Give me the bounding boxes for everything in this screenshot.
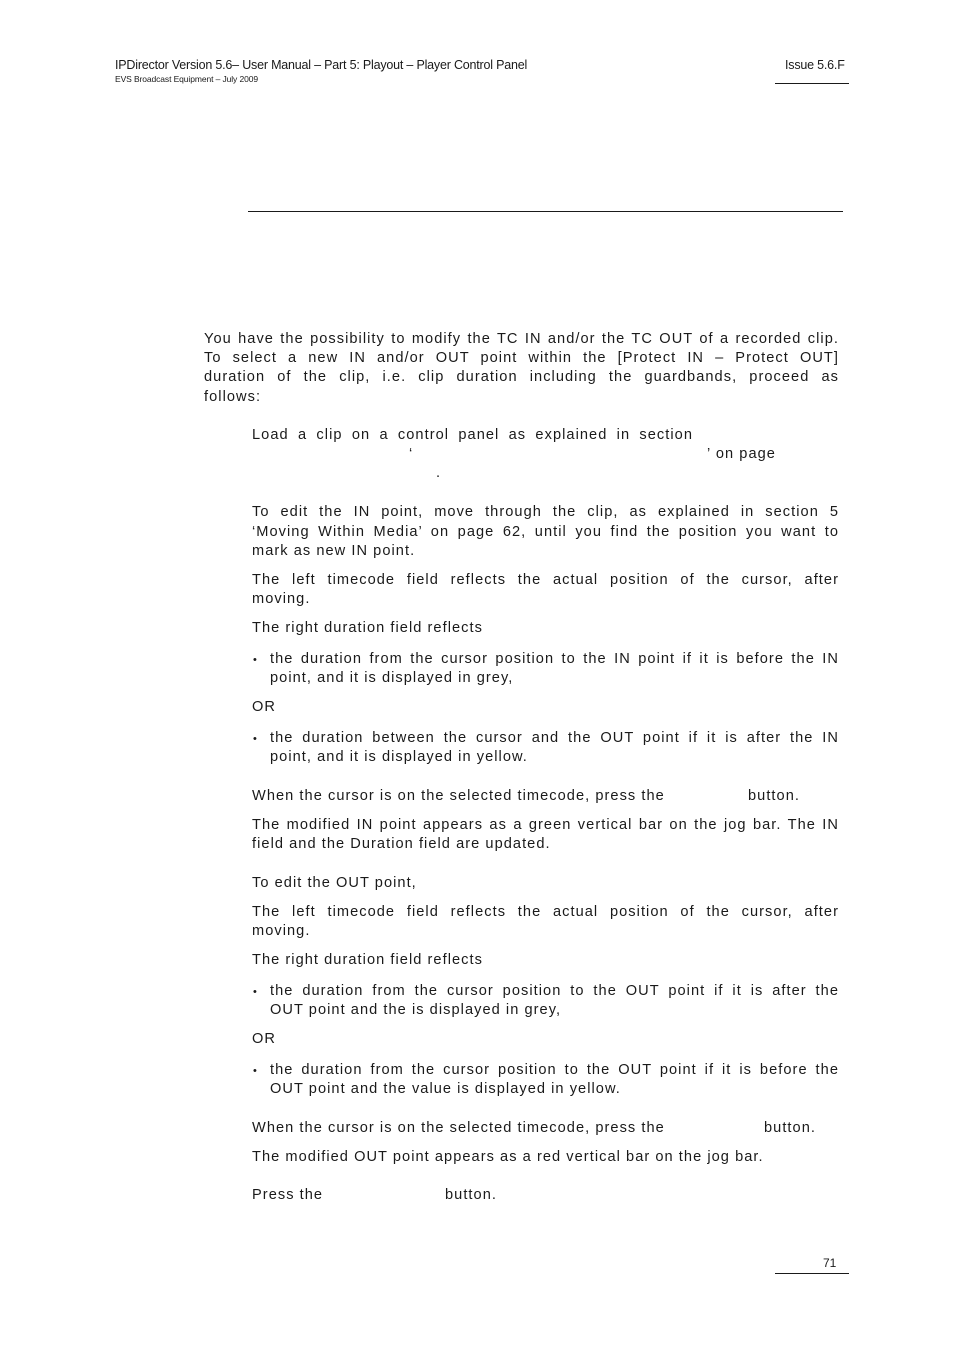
step5-result: The modified OUT point appears as a red vertical bar on the jog bar. [252, 1149, 764, 1165]
header-subtitle: EVS Broadcast Equipment – July 2009 [115, 74, 258, 84]
bullet-icon: • [253, 654, 258, 666]
intro-line-2: To select a new IN and/or OUT point within the [Protect IN – Protect OUT] [204, 350, 839, 366]
step2-bullet1-line-2: point, and it is displayed in grey, [270, 670, 514, 686]
bullet-icon: • [253, 733, 258, 745]
step2-left-field-2: moving. [252, 591, 311, 607]
step2-bullet2-line-1: the duration between the cursor and the OUT point if it is after the IN [270, 730, 839, 746]
page-number: 71 [823, 1256, 837, 1270]
step6-press-after: button. [445, 1187, 497, 1203]
step3-press-before: When the cursor is on the selected timecode, press the [252, 788, 665, 804]
step2-line-2: ‘Moving Within Media’ on page 62, until you find the position you want to [252, 524, 839, 540]
step2-bullet2-line-2: point, and it is displayed in yellow. [270, 749, 528, 765]
step4-or: OR [252, 1031, 276, 1047]
step3-result-2: field and the Duration field are updated. [252, 836, 551, 852]
header-title: IPDirector Version 5.6– User Manual – Part 5: Playout – Player Control Panel [115, 58, 528, 72]
step4-bullet1-line-1: the duration from the cursor position to the OUT point if it is after the [270, 983, 839, 999]
section-rule [248, 211, 843, 212]
header-issue: Issue 5.6.F [785, 58, 845, 72]
header-rule [775, 83, 849, 84]
step2-line-3: mark as new IN point. [252, 543, 416, 559]
intro-line-3: duration of the clip, i.e. clip duration including the guardbands, proceed as [204, 369, 839, 385]
footer-rule [775, 1273, 849, 1274]
step4-left-field-2: moving. [252, 923, 311, 939]
step2-right-field: The right duration field reflects [252, 620, 483, 636]
step3-press-after: button. [748, 788, 800, 804]
step2-left-field-1: The left timecode field reflects the actual position of the cursor, after [252, 572, 839, 588]
step1-close-quote: ’ on page [707, 446, 776, 462]
step2-line-1: To edit the IN point, move through the clip, as explained in section 5 [252, 504, 839, 520]
step2-bullet1-line-1: the duration from the cursor position to the IN point if it is before the IN [270, 651, 839, 667]
step1-open-quote: ‘ [409, 446, 414, 462]
bullet-icon: • [253, 986, 258, 998]
step3-result-1: The modified IN point appears as a green vertical bar on the jog bar. The IN [252, 817, 839, 833]
bullet-icon: • [253, 1065, 258, 1077]
step4-bullet2-line-2: OUT point and the value is displayed in yellow. [270, 1081, 621, 1097]
intro-line-1: You have the possibility to modify the TC IN and/or the TC OUT of a recorded clip. [204, 331, 839, 347]
step5-press-before: When the cursor is on the selected timecode, press the [252, 1120, 665, 1136]
step4-bullet2-line-1: the duration from the cursor position to the OUT point if it is before the [270, 1062, 839, 1078]
step5-press-after: button. [764, 1120, 816, 1136]
step4-bullet1-line-2: OUT point and the is displayed in grey, [270, 1002, 562, 1018]
step1-period: . [436, 465, 442, 481]
step2-or: OR [252, 699, 276, 715]
step1-line: Load a clip on a control panel as explained in section [252, 427, 693, 443]
intro-line-4: follows: [204, 389, 262, 405]
step4-left-field-1: The left timecode field reflects the actual position of the cursor, after [252, 904, 839, 920]
step4-right-field: The right duration field reflects [252, 952, 483, 968]
step4-line: To edit the OUT point, [252, 875, 417, 891]
step6-press-before: Press the [252, 1187, 324, 1203]
